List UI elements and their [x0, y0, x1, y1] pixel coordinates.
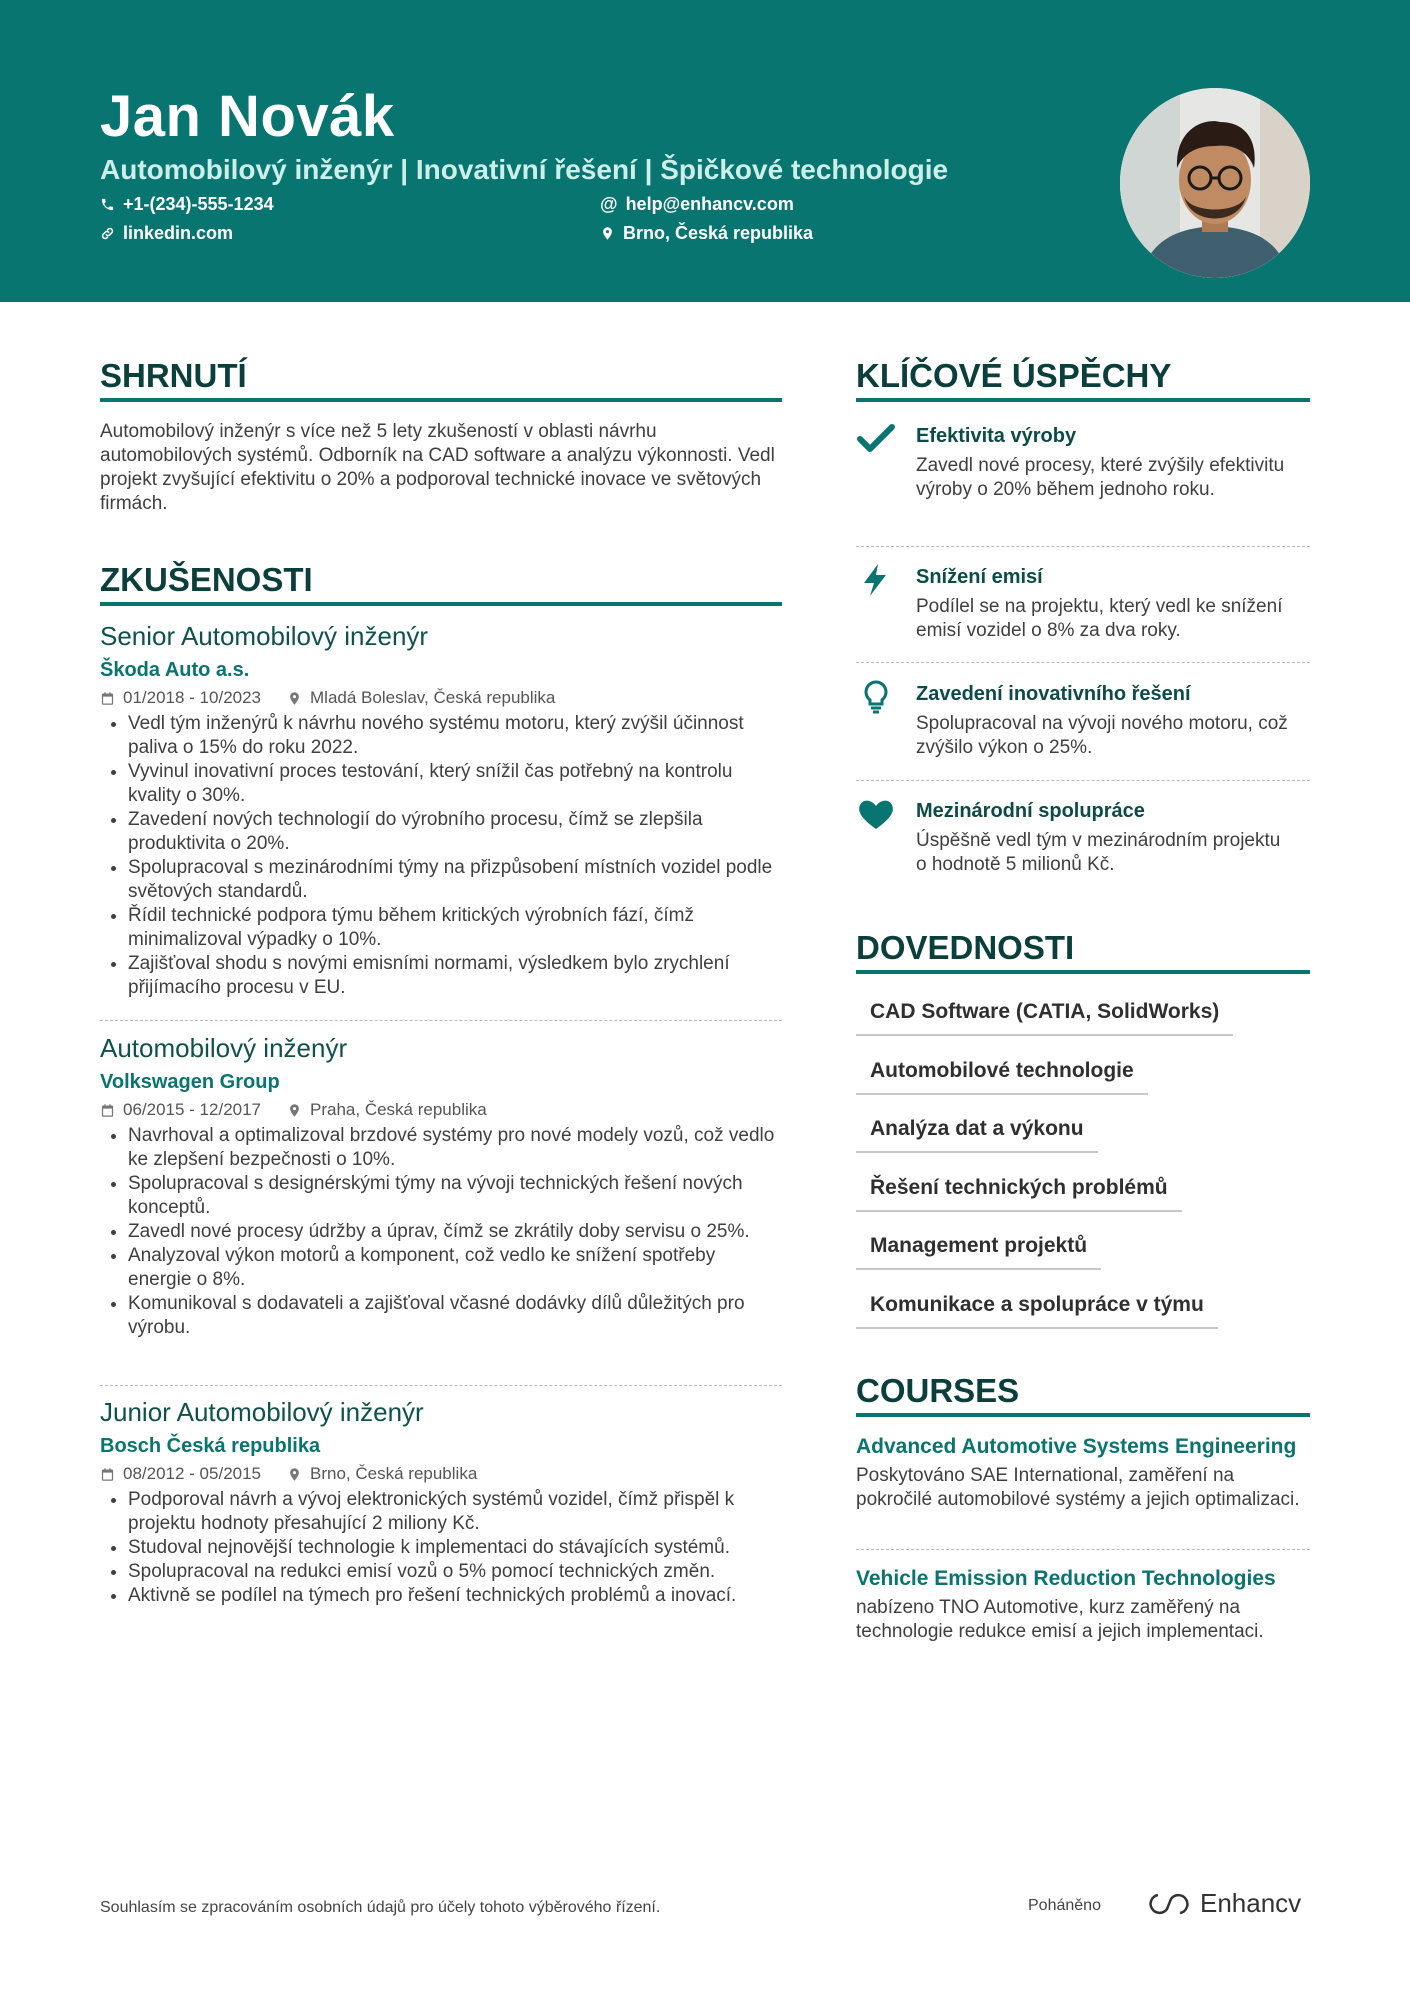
- summary-text: Automobilový inženýr s více než 5 lety zkušeností v oblasti návrhu automobilových systémů. Odborník na CAD software a analýzu výkonnosti. Vedl projekt zvyšující efektivitu o 20% a podporoval technické inovace ve světových firmách.: [100, 421, 775, 514]
- bullet: • Vyvinul inovativní proces testování, který snížil čas potřebný na kontrolu kvality o 30%.: [128, 760, 782, 808]
- divider: [856, 662, 1310, 663]
- divider: [100, 1385, 782, 1386]
- divider: [856, 1549, 1310, 1550]
- skills-title: DOVEDNOSTI: [856, 928, 1310, 974]
- contact-linkedin[interactable]: [100, 221, 233, 245]
- calendar-icon: [100, 1467, 115, 1482]
- linkedin-text: linkedin.com: [123, 223, 234, 243]
- job-dates: 06/2015 - 12/2017: [123, 1100, 262, 1119]
- contact-phone[interactable]: [100, 192, 274, 216]
- divider: [100, 1020, 782, 1021]
- map-pin-icon: [287, 1467, 302, 1482]
- calendar-icon: [100, 691, 115, 706]
- job-location: [287, 1098, 487, 1122]
- course-title: Advanced Automotive Systems Engineering: [856, 1435, 1297, 1458]
- job-meta: [100, 686, 782, 710]
- job-location-text: Praha, Česká republika: [310, 1100, 487, 1119]
- achievement-desc: Zavedl nové procesy, které zvýšily efektivitu výroby o 20% během jednoho roku.: [916, 455, 1285, 500]
- bullet: • Spolupracoval s designérskými týmy na vývoji technických řešení nových konceptů.: [128, 1172, 782, 1220]
- enhancv-brand-text: Enhancv: [1200, 1888, 1302, 1918]
- skill-tag: Management projektů: [856, 1232, 1101, 1270]
- achievement-desc: Podílel se na projektu, který vedl ke snížení emisí vozidel o 8% za dva roky.: [916, 596, 1283, 641]
- bullet: • Podporoval návrh a vývoj elektronických systémů vozidel, čímž přispěl k projektu hodnoty přesahující 2 miliony Kč.: [128, 1488, 782, 1536]
- contact-email[interactable]: [600, 192, 794, 216]
- skill-tag: Řešení technických problémů: [856, 1174, 1182, 1212]
- phone-text: +1-(234)-555-1234: [123, 194, 274, 214]
- job-bullets: [100, 1488, 782, 1608]
- consent-text: Souhlasím se zpracováním osobních údajů pro účely tohoto výběrového řízení.: [100, 1899, 661, 1916]
- bullet: • Vedl tým inženýrů k návrhu nového systému motoru, který zvýšil účinnost paliva o 15% do roku 2022.: [128, 712, 782, 760]
- job-location-text: Brno, Česká republika: [310, 1464, 478, 1483]
- lightbulb-icon: [856, 680, 896, 714]
- company-name: Bosch Česká republika: [100, 1435, 321, 1457]
- location-text: Brno, Česká republika: [623, 223, 814, 243]
- bullet: • Komunikoval s dodavateli a zajišťoval včasné dodávky dílů důležitých pro výrobu.: [128, 1292, 782, 1340]
- map-pin-icon: [287, 691, 302, 706]
- bullet: • Zavedl nové procesy údržby a úprav, čímž se zkrátily doby servisu o 25%.: [128, 1220, 782, 1244]
- divider: [856, 780, 1310, 781]
- contact-location: [600, 221, 813, 245]
- map-pin-icon: [600, 226, 615, 241]
- summary-title: SHRNUTÍ: [100, 356, 782, 402]
- achievements-title: KLÍČOVÉ ÚSPĚCHY: [856, 356, 1310, 402]
- at-icon: @: [600, 194, 618, 214]
- job-dates: 01/2018 - 10/2023: [123, 688, 262, 707]
- map-pin-icon: [287, 1103, 302, 1118]
- divider: [856, 546, 1310, 547]
- company-name: Škoda Auto a.s.: [100, 659, 250, 681]
- experience-title: ZKUŠENOSTI: [100, 560, 782, 606]
- job-location-text: Mladá Boleslav, Česká republika: [310, 688, 556, 707]
- achievement-title: Mezinárodní spolupráce: [916, 800, 1145, 822]
- courses-title: COURSES: [856, 1371, 1310, 1417]
- job-title: Senior Automobilový inženýr: [100, 621, 429, 651]
- profile-photo: [1120, 88, 1310, 278]
- phone-icon: [100, 197, 115, 212]
- achievement-title: Zavedení inovativního řešení: [916, 683, 1191, 705]
- achievement-desc: Úspěšně vedl tým v mezinárodním projektu o hodnotě 5 milionů Kč.: [916, 830, 1281, 875]
- calendar-icon: [100, 1103, 115, 1118]
- enhancv-logo[interactable]: [1146, 1888, 1301, 1919]
- bullet: • Řídil technické podpora týmu během kritických výrobních fází, čímž minimalizoval výpadky o 10%.: [128, 904, 782, 952]
- job-bullets: [100, 1124, 782, 1340]
- skill-tag: Analýza dat a výkonu: [856, 1115, 1098, 1153]
- course-title: Vehicle Emission Reduction Technologies: [856, 1567, 1276, 1590]
- company-name: Volkswagen Group: [100, 1071, 280, 1093]
- link-icon: [100, 226, 115, 241]
- job-meta: [100, 1462, 782, 1486]
- skill-tag: Automobilové technologie: [856, 1057, 1148, 1095]
- heart-icon: [856, 797, 896, 831]
- job-location: [287, 1462, 477, 1486]
- experience-item: [100, 620, 782, 1000]
- job-location: [287, 686, 555, 710]
- bullet: • Analyzoval výkon motorů a komponent, což vedlo ke snížení spotřeby energie o 8%.: [128, 1244, 782, 1292]
- skill-tag: Komunikace a spolupráce v týmu: [856, 1291, 1218, 1329]
- skill-tag: CAD Software (CATIA, SolidWorks): [856, 998, 1233, 1036]
- bullet: • Spolupracoval na redukci emisí vozů o 5% pomocí technických změn.: [128, 1560, 782, 1584]
- job-bullets: [100, 712, 782, 1000]
- job-title: Junior Automobilový inženýr: [100, 1397, 424, 1427]
- job-dates: 08/2012 - 05/2015: [123, 1464, 262, 1483]
- job-meta: [100, 1098, 782, 1122]
- bullet: • Zavedení nových technologií do výrobního procesu, čímž se zlepšila produktivita o 20%.: [128, 808, 782, 856]
- experience-item: [100, 1396, 782, 1608]
- bullet: • Studoval nejnovější technologie k implementaci do stávajících systémů.: [128, 1536, 782, 1560]
- enhancv-logo-icon: [1146, 1891, 1192, 1917]
- candidate-name: Jan Novák: [100, 84, 395, 149]
- course-desc: nabízeno TNO Automotive, kurz zaměřený na technologie redukce emisí a jejich implementaci.: [856, 1597, 1264, 1642]
- header-banner: [0, 0, 1410, 302]
- course-desc: Poskytováno SAE International, zaměření na pokročilé automobilové systémy a jejich optimalizaci.: [856, 1465, 1300, 1510]
- lightning-icon: [856, 563, 896, 597]
- achievement-title: Snížení emisí: [916, 566, 1043, 588]
- powered-by-text: Poháněno: [1028, 1897, 1101, 1914]
- bullet: • Navrhoval a optimalizoval brzdové systémy pro nové modely vozů, což vedlo ke zlepšení bezpečnosti o 10%.: [128, 1124, 782, 1172]
- achievement-desc: Spolupracoval na vývoji nového motoru, což zvýšilo výkon o 25%.: [916, 713, 1288, 758]
- bullet: • Spolupracoval s mezinárodními týmy na přizpůsobení místních vozidel podle světových standardů.: [128, 856, 782, 904]
- checkmark-icon: [856, 422, 896, 456]
- job-title: Automobilový inženýr: [100, 1033, 348, 1063]
- experience-item: [100, 1032, 782, 1340]
- headline: Automobilový inženýr | Inovativní řešení | Špičkové technologie: [100, 154, 949, 185]
- bullet: • Aktivně se podílel na týmech pro řešení technických problémů a inovací.: [128, 1584, 782, 1608]
- achievement-title: Efektivita výroby: [916, 425, 1077, 447]
- bullet: • Zajišťoval shodu s novými emisními normami, výsledkem bylo zrychlení přijímacího procesu v EU.: [128, 952, 782, 1000]
- email-text: help@enhancv.com: [625, 194, 794, 214]
